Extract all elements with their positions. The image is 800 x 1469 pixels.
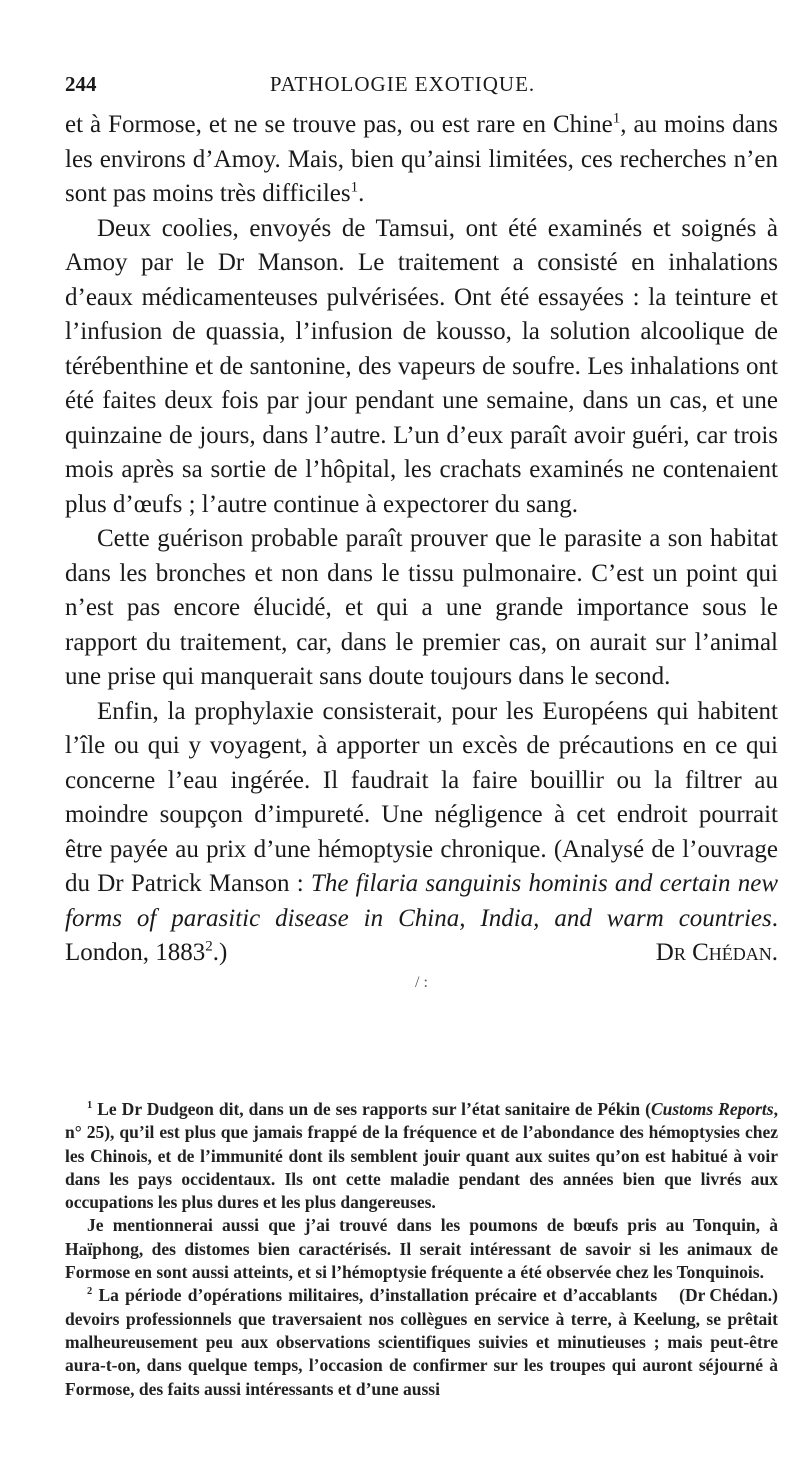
- page-number: 244: [65, 72, 97, 96]
- footnote-2-text: La période d’opérations militaires, d’installation précaire et d’accablants devoirs professionnels que traversaient nos collègues en service à terre, à Keelung, se prêtait malheureusement peu aux observations scientifiques suivies et minutieuses ; mais peut-être aura-t-on, dans quelque temps, l’occasion de confirmer sur les troupes qui auront séjourné à Formose, des faits aussi intéressants et d’une aussi: [65, 1285, 778, 1399]
- paragraph-1-text-c: .: [358, 180, 365, 207]
- handwritten-mark: / :: [415, 973, 428, 991]
- page-header: [65, 72, 740, 102]
- paragraph-4-text-a: Enfin, la prophylaxie consisterait, pour les Européens qui habitent l’île ou qui y voyagent, à apporter un excès de précautions en ce qui concerne l’eau ingérée. Il faudrait la faire bouillir ou la filtrer au moindre soupçon d’impureté. Une négligence à cet endroit pourrait être payée au prix d’une hémoptysie chronique. (Analysé de l’ouvrage du Dr Patrick Manson :: [65, 697, 778, 897]
- paragraph-1: [65, 108, 778, 212]
- footnote-1-signature: (Dr Chédan.): [679, 1285, 778, 1306]
- footnote-2-number: 2: [87, 1286, 93, 1298]
- paragraph-3: Cette guérison probable paraît prouver que le parasite a son habitat dans les bronches et non dans le tissu pulmonaire. C’est un point qui n’est pas encore élucidé, et qui a une grande importance sous le rapport du traitement, car, dans le premier cas, on aurait sur l’animal une prise qui manquerait sans doute toujours dans le second.: [65, 525, 778, 690]
- paragraph-4-text-b: . London, 1883: [65, 904, 778, 966]
- footnote-ref-1: 1: [612, 110, 621, 127]
- author-signature: Dr Chédan.: [655, 939, 778, 966]
- main-text: [65, 108, 778, 991]
- footnotes: [65, 1098, 778, 1401]
- paragraph-1-text-a: et à Formose, et ne se trouve pas, ou est rare en Chine: [65, 111, 613, 138]
- footnote-1-number: 1: [87, 1100, 93, 1112]
- footnote-1-text-a: Le Dr Dudgeon dit, dans un de ses rapports sur l’état sanitaire de Pékin (: [97, 1099, 651, 1119]
- footnote-1: [65, 1098, 778, 1214]
- paragraph-4: [65, 695, 778, 971]
- footnote-1-source: Customs Reports: [650, 1099, 774, 1119]
- footnote-ref-2: 2: [205, 938, 213, 955]
- book-title: The filaria sanguinis hominis and certain new forms of parasitic disease in China, India, and warm countries: [65, 870, 778, 932]
- footnote-1-continued: [65, 1214, 778, 1306]
- footnote-1-text-c: Je mentionnerai aussi que j’ai trouvé dans les poumons de bœufs pris au Tonquin, à Haïphong, des distomes bien caractérisés. Il serait intéressant de savoir si les animaux de Formose en sont aussi atteints, et si l’hémoptysie fréquente a été observée chez les Tonquinois.: [65, 1215, 778, 1283]
- paragraph-2: Deux coolies, envoyés de Tamsui, ont été examinés et soignés à Amoy par le Dr Manson. Le traitement a consisté en inhalations d’eaux médicamenteuses pulvérisées. Ont été essayées : la teinture et l’infusion de quassia, l’infusion de kousso, la solution alcoolique de térébenthine et de santonine, des vapeurs de soufre. Les inhalations ont été faites deux fois par jour pendant une semaine, dans un cas, et une quinzaine de jours, dans l’autre. L’un d’eux paraît avoir guéri, car trois mois après sa sortie de l’hôpital, les crachats examinés ne contenaient plus d’œufs ; l’autre continue à expectorer du sang.: [65, 214, 778, 518]
- paragraph-1-text-b: , au moins dans les environs d’Amoy. Mais, bien qu’ainsi limitées, ces recherches n’en sont pas moins très difficiles: [65, 111, 778, 207]
- paragraph-4-text-c: .): [212, 939, 228, 966]
- footnote-1-text-b: , n° 25), qu’il est plus que jamais frappé de la fréquence et de l’abondance des hémoptysies chez les Chinois, et de l’immunité dont ils semblent jouir quant aux suites qu’on est habitué à voir dans les pays occidentaux. Ils ont cette maladie pendant des années bien que livrés aux occupations les plus dures et les plus dangereuses.: [65, 1099, 778, 1213]
- running-title: PATHOLOGIE EXOTIQUE.: [269, 72, 536, 96]
- footnote-ref-1b: 1: [350, 179, 359, 196]
